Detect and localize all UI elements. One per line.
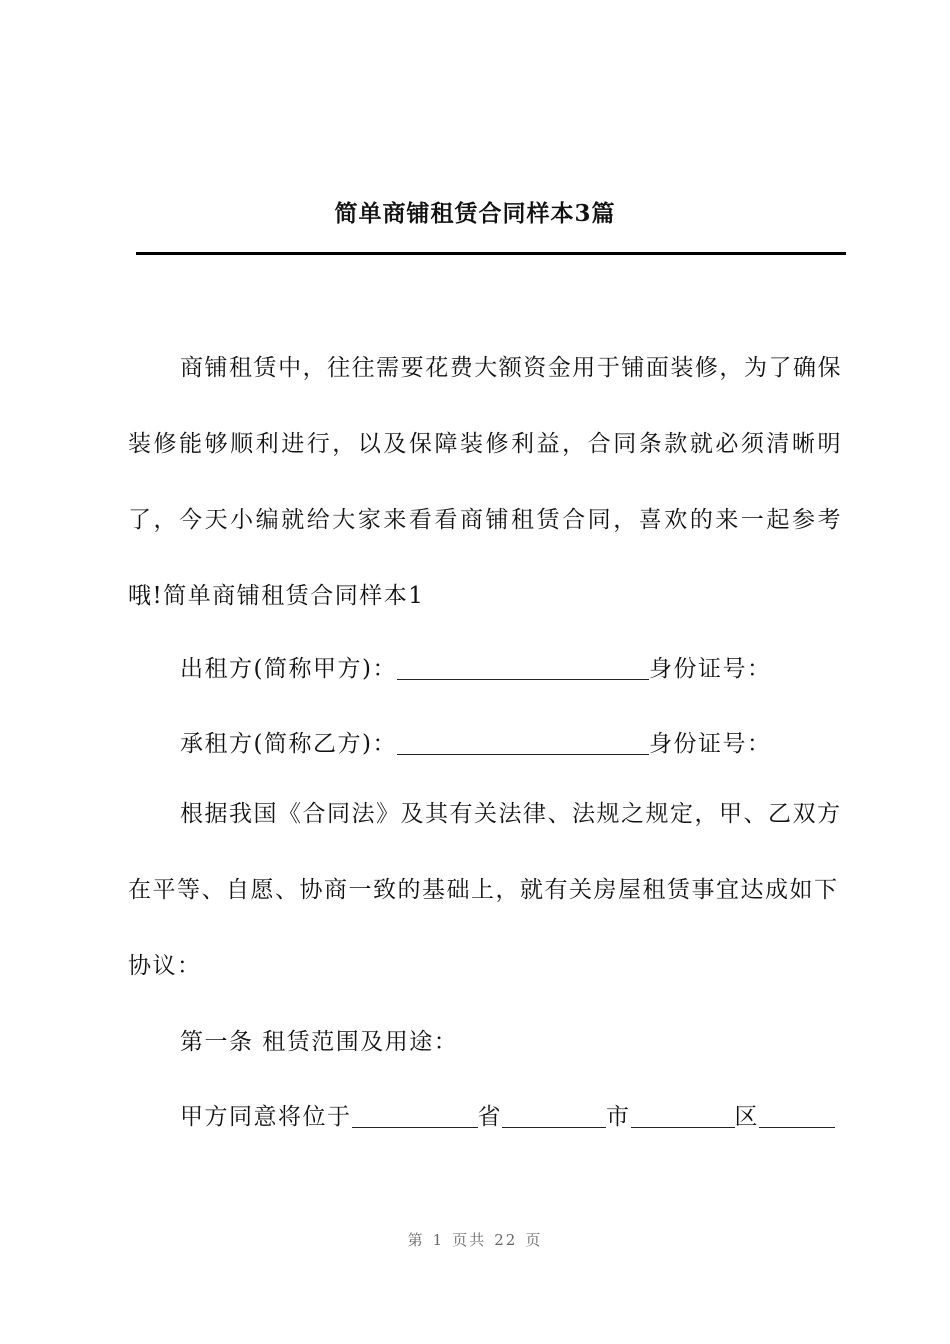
intro-text: 商铺租赁中，往往需要花费大额资金用于铺面装修，为了确保装修能够顺利进行，以及保障装修利益，合同条款就必须清晰明了，今天小编就给大家来看看商铺租赁合同，喜欢的来一起参考哦!简单商铺租赁合同样本1 [128, 355, 842, 609]
lessor-line [180, 651, 771, 687]
footer-page-suffix: 页 [525, 1231, 543, 1249]
footer-page-prefix: 第 [407, 1231, 425, 1249]
city-blank [502, 1103, 606, 1128]
district-label: 区 [734, 1104, 759, 1130]
law-text: 根据我国《合同法》及其有关法律、法规之规定，甲、乙双方在平等、自愿、协商一致的基础上，就有关房屋租赁事宜达成如下协议： [128, 801, 842, 979]
footer-page-number: 1 [432, 1231, 445, 1249]
province-blank [352, 1103, 478, 1128]
location-prefix: 甲方同意将位于 [180, 1104, 352, 1130]
document-title: 简单商铺租赁合同样本3篇 [334, 200, 616, 227]
location-line [180, 1099, 835, 1135]
intro-paragraph [128, 330, 842, 634]
lessee-line [180, 726, 771, 762]
lessee-id-label: 身份证号： [648, 731, 772, 757]
article-1-heading: 第一条 租赁范围及用途： [180, 1029, 459, 1055]
lessor-name-blank [397, 655, 649, 680]
lessor-label: 出租方(简称甲方)： [180, 656, 397, 682]
lessee-name-blank [397, 730, 649, 755]
footer-page-mid: 页共 [452, 1231, 487, 1249]
law-paragraph [128, 776, 842, 1004]
address-blank [759, 1103, 835, 1128]
page-footer [0, 1229, 950, 1250]
city-label: 市 [606, 1104, 631, 1130]
footer-total-pages: 22 [494, 1231, 518, 1249]
lessee-label: 承租方(简称乙方)： [180, 731, 397, 757]
province-label: 省 [477, 1104, 502, 1130]
lessor-id-label: 身份证号： [648, 656, 772, 682]
district-blank [631, 1103, 735, 1128]
title-underline [136, 252, 846, 255]
